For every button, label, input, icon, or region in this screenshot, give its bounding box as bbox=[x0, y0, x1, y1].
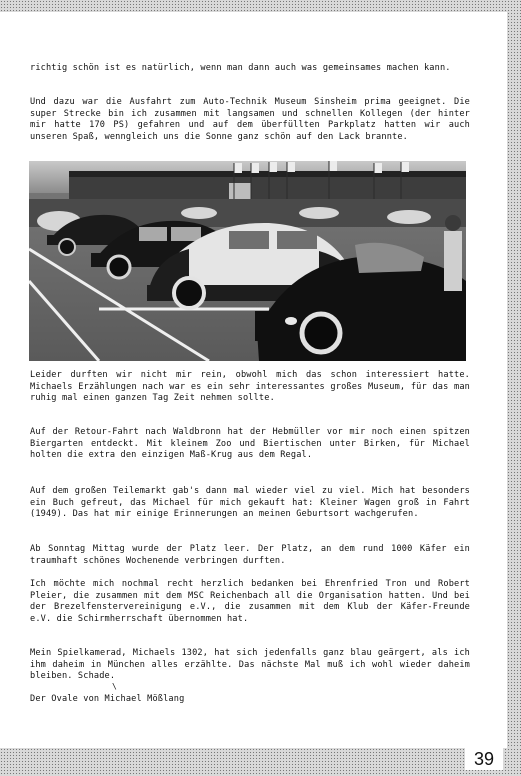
paragraph-museum: Leider durften wir nicht mir rein, obwohl mich das schon interessiert hatte. Michaels Erzählungen nach war es ein sehr interessantes großes Museum, für das man ruhig mal einen ganzen Tag Zeit nehmen sollte. bbox=[30, 370, 470, 404]
paragraph-teilemarkt: Auf dem großen Teilemarkt gab's dann mal wieder viel zu viel. Mich hat besonders ein Buch gefreut, das Michael für mich gekauft hat: Kleiner Wagen groß in Fahrt (1949). Das hat mir einige Erinnerungen an meinen Geburtsort wachgerufen. bbox=[30, 486, 470, 520]
paragraph-ausfahrt: Und dazu war die Ausfahrt zum Auto-Technik Museum Sinsheim prima geeignet. Die super Strecke bin ich zusammen mit langsamen und schnellen Kollegen (der hinter mir hatte 170 PS) gefahren und auf dem überfüllten Parkplatz hatten wir auch unseren Spaß, wenngleich uns die Sonne ganz schön auf den Lack brannte. bbox=[30, 97, 470, 142]
stray-mark: \ bbox=[112, 682, 117, 691]
page-border-bottom bbox=[0, 748, 521, 776]
paragraph-spielkamerad: Mein Spielkamerad, Michaels 1302, hat sich jedenfalls ganz blau geärgert, als ich ihm daheim in München alles erzählte. Das nächste Mal muß ich wohl wieder daheim bleiben. Schade. bbox=[30, 648, 470, 682]
paragraph-intro: richtig schön ist es natürlich, wenn man dann auch was gemeinsames machen kann. bbox=[30, 63, 451, 73]
paragraph-sonntag: Ab Sonntag Mittag wurde der Platz leer. Der Platz, an dem rund 1000 Käfer ein traumhaft schönes Wochenende verbringen durften. bbox=[30, 544, 470, 566]
page-border-top bbox=[0, 0, 521, 12]
parking-lot-photo bbox=[29, 161, 466, 361]
paragraph-dank: Ich möchte mich nochmal recht herzlich bedanken bei Ehrenfried Tron und Robert Pleier, die zusammen mit dem MSC Reichenbach all die Organisation hatten. Und bei der Brezelfenstervereinigung e.V., die zusammen mit dem Klub der Käfer-Freunde e.V. die Schirmherrschaft übernommen hat. bbox=[30, 579, 470, 624]
signature-line: Der Ovale von Michael Mößlang bbox=[30, 694, 185, 704]
beetle-cars-image bbox=[29, 161, 466, 361]
paragraph-retour: Auf der Retour-Fahrt nach Waldbronn hat der Hebmüller vor mir noch einen spitzen Biergarten entdeckt. Mit kleinem Zoo und Biertischen unter Birken, für Michael holten die extra den einzigen Maß-Krug aus dem Regal. bbox=[30, 427, 470, 461]
page-number: 39 bbox=[465, 748, 503, 770]
page-border-right bbox=[507, 0, 521, 776]
